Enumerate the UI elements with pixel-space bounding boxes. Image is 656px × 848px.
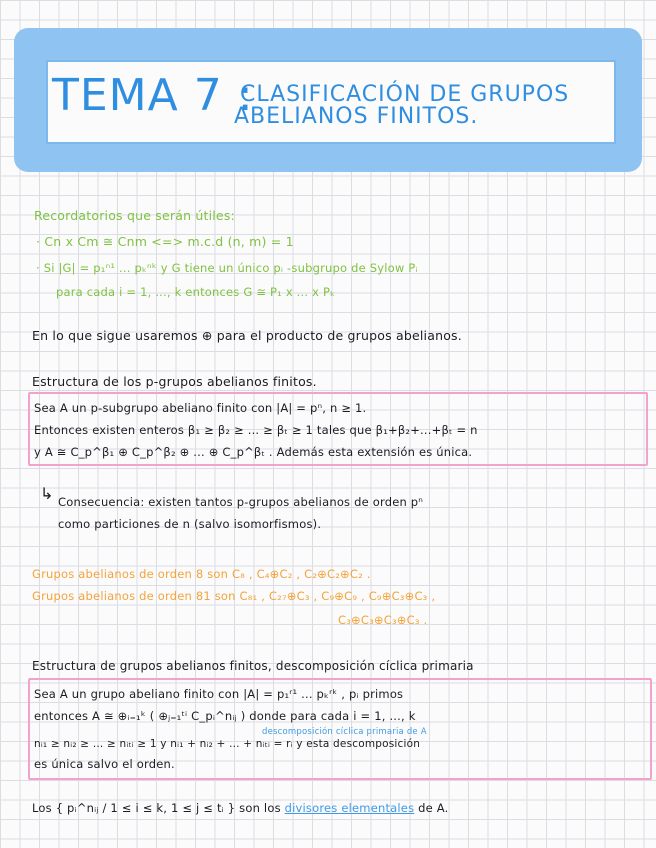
consequence-line-2: como particiones de n (salvo isomorfismos). bbox=[58, 517, 322, 531]
elementary-divisors-term: divisores elementales bbox=[284, 801, 415, 815]
title-line-2: ABELIANOS FINITOS. bbox=[234, 104, 479, 129]
example-order-8: Grupos abelianos de orden 8 son C₈ , C₄⊕C₂ , C₂⊕C₂⊕C₂ . bbox=[32, 567, 371, 581]
closing-line bbox=[32, 800, 449, 816]
pgroups-box-line-2: Entonces existen enteros β₁ ≥ β₂ ≥ ... ≥ βₜ ≥ 1 tales que β₁+β₂+...+βₜ = n bbox=[34, 423, 478, 437]
pgroups-heading: Estructura de los p-grupos abelianos finitos. bbox=[32, 374, 317, 389]
arrow-icon: ↳ bbox=[40, 484, 54, 503]
pgroups-box-line-3: y A ≅ C_p^β₁ ⊕ C_p^β₂ ⊕ ... ⊕ C_p^βₜ . Además esta extensión es única. bbox=[34, 445, 473, 459]
cyclic-box-line-4: es única salvo el orden. bbox=[34, 757, 175, 771]
notation-note: En lo que sigue usaremos ⊕ para el producto de grupos abelianos. bbox=[32, 328, 462, 343]
reminder-bullet-1: · Cn x Cm ≅ Cnm <=> m.c.d (n, m) = 1 bbox=[36, 234, 294, 249]
example-order-81-cont: C₃⊕C₃⊕C₃⊕C₃ . bbox=[338, 613, 428, 627]
cyclic-box-line-2: entonces A ≅ ⊕ᵢ₌₁ᵏ ( ⊕ⱼ₌₁ᵗⁱ C_pᵢ^nᵢⱼ ) donde para cada i = 1, ..., k bbox=[34, 709, 416, 723]
tema-label: TEMA 7 : bbox=[52, 70, 254, 121]
cyclic-annotation: descomposición cíclica primaria de A bbox=[262, 727, 427, 737]
closing-after: de A. bbox=[418, 801, 449, 815]
cyclic-heading: Estructura de grupos abelianos finitos, descomposición cíclica primaria bbox=[32, 659, 474, 673]
consequence-line-1: Consecuencia: existen tantos p-grupos abelianos de orden pⁿ bbox=[58, 495, 424, 509]
cyclic-box-line-3: nᵢ₁ ≥ nᵢ₂ ≥ ... ≥ nᵢₜᵢ ≥ 1 y nᵢ₁ + nᵢ₂ + ... + nᵢₜᵢ = rᵢ y esta descomposición bbox=[34, 738, 421, 750]
cyclic-box-line-1: Sea A un grupo abeliano finito con |A| = p₁ʳ¹ ... pₖʳᵏ , pᵢ primos bbox=[34, 687, 404, 701]
example-order-81: Grupos abelianos de orden 81 son C₈₁ , C₂₇⊕C₃ , C₉⊕C₉ , C₉⊕C₃⊕C₃ , bbox=[32, 589, 436, 603]
pgroups-box-line-1: Sea A un p-subgrupo abeliano finito con |A| = pⁿ, n ≥ 1. bbox=[34, 401, 367, 415]
reminders-heading: Recordatorios que serán útiles: bbox=[34, 208, 235, 223]
reminder-bullet-2b: para cada i = 1, ..., k entonces G ≅ P₁ x ... x Pₖ bbox=[56, 285, 336, 299]
title-line-1: CLASIFICACIÓN DE GRUPOS bbox=[240, 82, 570, 107]
reminder-bullet-2a: · Si |G| = p₁ⁿ¹ ... pₖⁿᵏ y G tiene un único pᵢ -subgrupo de Sylow Pᵢ bbox=[36, 261, 418, 275]
closing-before: Los { pᵢ^nᵢⱼ / 1 ≤ i ≤ k, 1 ≤ j ≤ tᵢ } son los bbox=[32, 801, 281, 815]
